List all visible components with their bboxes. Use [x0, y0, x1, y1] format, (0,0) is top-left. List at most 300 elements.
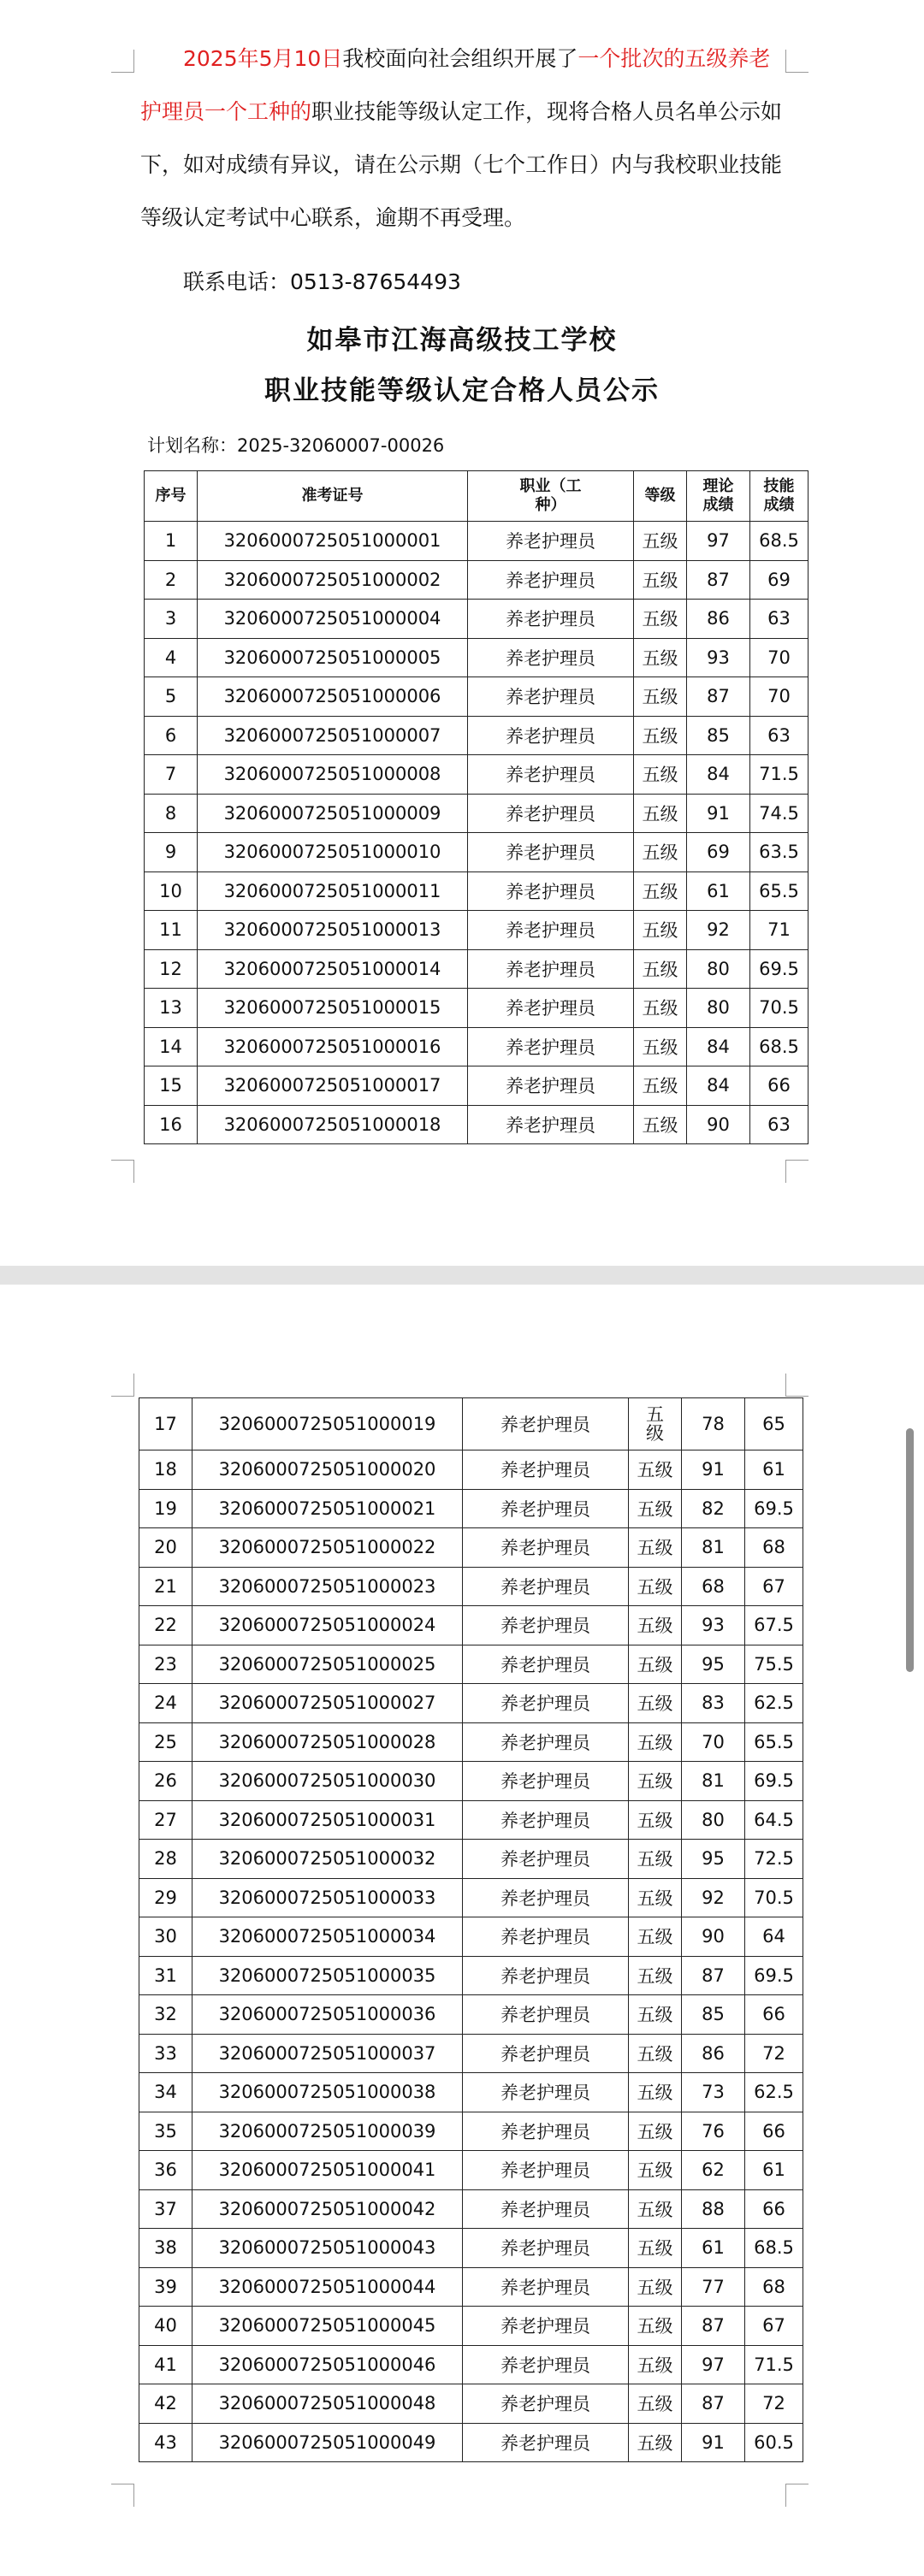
cell-skill-score: 61	[745, 2151, 803, 2190]
cell-exam-id: 3206000725051000021	[192, 1489, 463, 1528]
cell-level: 五级	[634, 1105, 687, 1144]
cell-occupation: 养老护理员	[463, 1645, 629, 1684]
cell-seq: 7	[145, 755, 198, 795]
cell-occupation: 养老护理员	[463, 1528, 629, 1568]
cell-exam-id: 3206000725051000015	[198, 989, 468, 1028]
cell-exam-id: 3206000725051000038	[192, 2073, 463, 2112]
cell-seq: 24	[139, 1684, 192, 1723]
table-row	[139, 1645, 803, 1684]
notice-batch-highlight: 一个批次的五级养老护理员一个工种的	[140, 46, 771, 124]
cell-exam-id: 3206000725051000036	[192, 1995, 463, 2035]
cell-seq: 21	[139, 1567, 192, 1606]
cell-theory-score: 93	[687, 638, 750, 677]
table-row	[145, 560, 808, 600]
cell-theory-score: 80	[687, 949, 750, 989]
cell-seq: 14	[145, 1027, 198, 1066]
table-row	[139, 1606, 803, 1645]
cell-theory-score: 70	[682, 1722, 745, 1762]
cell-seq: 41	[139, 2345, 192, 2384]
cell-exam-id: 3206000725051000028	[192, 1722, 463, 1762]
cell-theory-score: 87	[687, 560, 750, 600]
cell-theory-score: 90	[682, 1917, 745, 1957]
cell-exam-id: 3206000725051000022	[192, 1528, 463, 1568]
cell-theory-score: 81	[682, 1762, 745, 1801]
cell-seq: 15	[145, 1066, 198, 1106]
cell-theory-score: 92	[682, 1878, 745, 1917]
cell-seq: 23	[139, 1645, 192, 1684]
cell-occupation: 养老护理员	[468, 1027, 634, 1066]
cell-skill-score: 62.5	[745, 2073, 803, 2112]
page-corner-mark	[111, 1374, 134, 1397]
cell-occupation: 养老护理员	[468, 949, 634, 989]
cell-seq: 43	[139, 2423, 192, 2462]
cell-skill-score: 72	[745, 2384, 803, 2424]
cell-theory-score: 87	[682, 2384, 745, 2424]
table-row	[145, 755, 808, 795]
cell-level: 五级	[629, 2384, 682, 2424]
table-row	[139, 1722, 803, 1762]
cell-level: 五级	[629, 1800, 682, 1840]
page-corner-mark	[111, 1160, 134, 1183]
cell-seq: 17	[139, 1398, 192, 1450]
cell-occupation: 养老护理员	[468, 794, 634, 833]
cell-theory-score: 68	[682, 1567, 745, 1606]
cell-theory-score: 84	[687, 1027, 750, 1066]
table-row	[139, 2073, 803, 2112]
cell-exam-id: 3206000725051000037	[192, 2034, 463, 2073]
cell-occupation: 养老护理员	[468, 871, 634, 911]
cell-occupation: 养老护理员	[463, 2384, 629, 2424]
cell-exam-id: 3206000725051000008	[198, 755, 468, 795]
cell-level: 五级	[629, 1762, 682, 1801]
table-row	[139, 2423, 803, 2462]
cell-skill-score: 69.5	[745, 1956, 803, 1995]
table-row	[139, 1762, 803, 1801]
page-corner-mark	[785, 2484, 808, 2507]
cell-level: 五级	[629, 1567, 682, 1606]
cell-occupation: 养老护理员	[468, 716, 634, 755]
cell-exam-id: 3206000725051000023	[192, 1567, 463, 1606]
cell-occupation: 养老护理员	[463, 2423, 629, 2462]
cell-exam-id: 3206000725051000019	[192, 1398, 463, 1450]
document-title: 职业技能等级认定合格人员公示	[264, 375, 660, 406]
cell-exam-id: 3206000725051000004	[198, 600, 468, 639]
contact-phone: 联系电话：0513-87654493	[183, 269, 461, 294]
cell-level: 五级	[634, 755, 687, 795]
cell-exam-id: 3206000725051000020	[192, 1450, 463, 1490]
results-table-part-2	[139, 1397, 803, 2462]
cell-occupation: 养老护理员	[463, 1800, 629, 1840]
cell-level: 五级	[634, 677, 687, 717]
cell-exam-id: 3206000725051000027	[192, 1684, 463, 1723]
cell-theory-score: 97	[687, 522, 750, 561]
page-corner-mark	[785, 1374, 808, 1397]
cell-level: 五级	[634, 1066, 687, 1106]
cell-seq: 22	[139, 1606, 192, 1645]
cell-level: 五级	[629, 1840, 682, 1879]
cell-skill-score: 66	[745, 2112, 803, 2151]
cell-occupation: 养老护理员	[463, 1762, 629, 1801]
cell-level: 五级	[629, 1878, 682, 1917]
cell-level: 五级	[634, 794, 687, 833]
cell-skill-score: 66	[745, 2189, 803, 2229]
cell-level: 五级	[629, 1684, 682, 1723]
cell-exam-id: 3206000725051000007	[198, 716, 468, 755]
table-row	[139, 1995, 803, 2035]
cell-theory-score: 88	[682, 2189, 745, 2229]
cell-occupation: 养老护理员	[468, 638, 634, 677]
table-row	[139, 1489, 803, 1528]
cell-level: 五级	[629, 1398, 682, 1450]
cell-occupation: 养老护理员	[468, 677, 634, 717]
cell-seq: 2	[145, 560, 198, 600]
table-row	[145, 871, 808, 911]
cell-occupation: 养老护理员	[463, 2307, 629, 2346]
cell-exam-id: 3206000725051000049	[192, 2423, 463, 2462]
cell-skill-score: 71	[750, 911, 808, 950]
cell-occupation: 养老护理员	[463, 2112, 629, 2151]
cell-occupation: 养老护理员	[463, 1450, 629, 1490]
cell-skill-score: 68	[745, 2267, 803, 2307]
table-row	[139, 1800, 803, 1840]
cell-occupation: 养老护理员	[468, 522, 634, 561]
cell-skill-score: 70	[750, 638, 808, 677]
table-row	[145, 949, 808, 989]
cell-occupation: 养老护理员	[463, 1956, 629, 1995]
cell-theory-score: 80	[687, 989, 750, 1028]
cell-theory-score: 92	[687, 911, 750, 950]
cell-theory-score: 97	[682, 2345, 745, 2384]
header-skill-score: 技能成绩	[750, 471, 808, 522]
cell-seq: 40	[139, 2307, 192, 2346]
cell-seq: 6	[145, 716, 198, 755]
cell-skill-score: 63	[750, 716, 808, 755]
cell-theory-score: 61	[687, 871, 750, 911]
cell-theory-score: 61	[682, 2229, 745, 2268]
cell-theory-score: 62	[682, 2151, 745, 2190]
table-row	[145, 1066, 808, 1106]
cell-occupation: 养老护理员	[468, 1105, 634, 1144]
cell-level: 五级	[629, 2112, 682, 2151]
table-row	[139, 2384, 803, 2424]
cell-skill-score: 71.5	[750, 755, 808, 795]
cell-exam-id: 3206000725051000005	[198, 638, 468, 677]
cell-level: 五级	[629, 2345, 682, 2384]
cell-skill-score: 68.5	[750, 522, 808, 561]
cell-seq: 31	[139, 1956, 192, 1995]
cell-occupation: 养老护理员	[463, 1398, 629, 1450]
table-row	[139, 1840, 803, 1879]
scrollbar-thumb[interactable]	[906, 1428, 914, 1672]
cell-occupation: 养老护理员	[468, 911, 634, 950]
cell-skill-score: 72	[745, 2034, 803, 2073]
cell-level: 五级	[629, 2267, 682, 2307]
cell-level: 五级	[629, 1645, 682, 1684]
cell-seq: 34	[139, 2073, 192, 2112]
cell-skill-score: 67.5	[745, 1606, 803, 1645]
table-row	[139, 1450, 803, 1490]
cell-skill-score: 66	[750, 1066, 808, 1106]
cell-skill-score: 69.5	[750, 949, 808, 989]
cell-level: 五级	[629, 2189, 682, 2229]
page-separator	[0, 1266, 924, 1285]
cell-level: 五级	[629, 1956, 682, 1995]
cell-occupation: 养老护理员	[468, 833, 634, 872]
cell-exam-id: 3206000725051000006	[198, 677, 468, 717]
cell-skill-score: 69.5	[745, 1489, 803, 1528]
cell-theory-score: 82	[682, 1489, 745, 1528]
cell-level: 五级	[634, 716, 687, 755]
header-seq: 序号	[145, 471, 198, 522]
cell-skill-score: 63	[750, 600, 808, 639]
cell-theory-score: 76	[682, 2112, 745, 2151]
cell-skill-score: 68	[745, 1528, 803, 1568]
cell-occupation: 养老护理员	[463, 2073, 629, 2112]
cell-exam-id: 3206000725051000033	[192, 1878, 463, 1917]
cell-theory-score: 95	[682, 1840, 745, 1879]
table-row	[139, 1684, 803, 1723]
cell-exam-id: 3206000725051000031	[192, 1800, 463, 1840]
cell-seq: 9	[145, 833, 198, 872]
plan-name: 计划名称：2025-32060007-00026	[147, 435, 445, 456]
cell-exam-id: 3206000725051000002	[198, 560, 468, 600]
cell-occupation: 养老护理员	[463, 2034, 629, 2073]
cell-level: 五级	[629, 2229, 682, 2268]
cell-skill-score: 65.5	[745, 1722, 803, 1762]
table-row	[145, 833, 808, 872]
cell-exam-id: 3206000725051000048	[192, 2384, 463, 2424]
notice-date: 2025年5月10日	[183, 46, 343, 71]
table-row	[139, 2189, 803, 2229]
cell-level: 五级	[629, 1917, 682, 1957]
cell-exam-id: 3206000725051000010	[198, 833, 468, 872]
cell-occupation: 养老护理员	[463, 2151, 629, 2190]
cell-exam-id: 3206000725051000039	[192, 2112, 463, 2151]
cell-exam-id: 3206000725051000043	[192, 2229, 463, 2268]
cell-occupation: 养老护理员	[468, 560, 634, 600]
cell-exam-id: 3206000725051000032	[192, 1840, 463, 1879]
cell-level: 五级	[629, 1722, 682, 1762]
cell-seq: 4	[145, 638, 198, 677]
cell-level: 五级	[629, 2034, 682, 2073]
cell-theory-score: 87	[682, 2307, 745, 2346]
cell-seq: 25	[139, 1722, 192, 1762]
cell-level: 五级	[634, 949, 687, 989]
cell-level: 五级	[629, 1528, 682, 1568]
cell-level: 五级	[629, 2423, 682, 2462]
cell-exam-id: 3206000725051000024	[192, 1606, 463, 1645]
cell-seq: 5	[145, 677, 198, 717]
cell-seq: 37	[139, 2189, 192, 2229]
cell-level: 五级	[634, 522, 687, 561]
cell-occupation: 养老护理员	[463, 1567, 629, 1606]
cell-seq: 3	[145, 600, 198, 639]
cell-level: 五级	[629, 1995, 682, 2035]
cell-occupation: 养老护理员	[463, 1995, 629, 2035]
cell-occupation: 养老护理员	[468, 989, 634, 1028]
cell-seq: 20	[139, 1528, 192, 1568]
header-theory-score: 理论成绩	[687, 471, 750, 522]
cell-theory-score: 91	[682, 1450, 745, 1490]
cell-occupation: 养老护理员	[468, 600, 634, 639]
cell-theory-score: 87	[687, 677, 750, 717]
cell-exam-id: 3206000725051000016	[198, 1027, 468, 1066]
cell-occupation: 养老护理员	[468, 1066, 634, 1106]
cell-level: 五级	[634, 989, 687, 1028]
cell-exam-id: 3206000725051000001	[198, 522, 468, 561]
table-row	[139, 1956, 803, 1995]
cell-skill-score: 65	[745, 1398, 803, 1450]
table-row	[139, 2345, 803, 2384]
cell-theory-score: 87	[682, 1956, 745, 1995]
document-page-1	[0, 0, 924, 1266]
cell-level: 五级	[629, 1606, 682, 1645]
table-row	[145, 600, 808, 639]
cell-occupation: 养老护理员	[463, 1684, 629, 1723]
cell-theory-score: 91	[682, 2423, 745, 2462]
header-occupation: 职业（工种）	[468, 471, 634, 522]
cell-occupation: 养老护理员	[463, 1917, 629, 1957]
notice-text: 我校面向社会组织开展了	[342, 46, 578, 71]
cell-level: 五级	[629, 1450, 682, 1490]
table-row	[139, 2307, 803, 2346]
cell-exam-id: 3206000725051000011	[198, 871, 468, 911]
cell-seq: 18	[139, 1450, 192, 1490]
cell-seq: 12	[145, 949, 198, 989]
cell-skill-score: 74.5	[750, 794, 808, 833]
cell-level: 五级	[634, 1027, 687, 1066]
cell-occupation: 养老护理员	[463, 2345, 629, 2384]
cell-skill-score: 67	[745, 2307, 803, 2346]
cell-skill-score: 67	[745, 1567, 803, 1606]
cell-skill-score: 70.5	[750, 989, 808, 1028]
cell-skill-score: 63.5	[750, 833, 808, 872]
cell-theory-score: 80	[682, 1800, 745, 1840]
page-corner-mark	[111, 50, 134, 73]
cell-level: 五级	[634, 911, 687, 950]
cell-exam-id: 3206000725051000030	[192, 1762, 463, 1801]
page-corner-mark	[785, 1160, 808, 1183]
cell-level: 五级	[634, 600, 687, 639]
school-title: 如皋市江海高级技工学校	[306, 325, 618, 356]
cell-occupation: 养老护理员	[463, 2267, 629, 2307]
table-row	[145, 911, 808, 950]
table-row	[145, 677, 808, 717]
cell-skill-score: 71.5	[745, 2345, 803, 2384]
table-row	[139, 1878, 803, 1917]
table-row	[139, 1567, 803, 1606]
table-row	[139, 1528, 803, 1568]
cell-skill-score: 68.5	[745, 2229, 803, 2268]
cell-seq: 28	[139, 1840, 192, 1879]
cell-skill-score: 72.5	[745, 1840, 803, 1879]
cell-exam-id: 3206000725051000046	[192, 2345, 463, 2384]
cell-exam-id: 3206000725051000009	[198, 794, 468, 833]
cell-theory-score: 77	[682, 2267, 745, 2307]
table-row	[145, 1027, 808, 1066]
cell-skill-score: 63	[750, 1105, 808, 1144]
cell-seq: 27	[139, 1800, 192, 1840]
cell-skill-score: 75.5	[745, 1645, 803, 1684]
cell-theory-score: 84	[687, 1066, 750, 1106]
cell-theory-score: 78	[682, 1398, 745, 1450]
cell-level: 五级	[634, 871, 687, 911]
cell-skill-score: 61	[745, 1450, 803, 1490]
table-row	[139, 2034, 803, 2073]
results-table-part-1	[144, 470, 808, 1144]
cell-exam-id: 3206000725051000044	[192, 2267, 463, 2307]
cell-occupation: 养老护理员	[463, 1878, 629, 1917]
cell-seq: 38	[139, 2229, 192, 2268]
cell-exam-id: 3206000725051000014	[198, 949, 468, 989]
cell-theory-score: 84	[687, 755, 750, 795]
cell-occupation: 养老护理员	[463, 1606, 629, 1645]
cell-exam-id: 3206000725051000017	[198, 1066, 468, 1106]
page-corner-mark	[111, 2484, 134, 2507]
cell-occupation: 养老护理员	[463, 1489, 629, 1528]
cell-level: 五级	[629, 2073, 682, 2112]
cell-seq: 35	[139, 2112, 192, 2151]
cell-theory-score: 93	[682, 1606, 745, 1645]
cell-exam-id: 3206000725051000013	[198, 911, 468, 950]
table-row	[145, 989, 808, 1028]
cell-level: 五级	[629, 2307, 682, 2346]
cell-theory-score: 95	[682, 1645, 745, 1684]
cell-seq: 10	[145, 871, 198, 911]
cell-exam-id: 3206000725051000045	[192, 2307, 463, 2346]
table-row	[139, 2112, 803, 2151]
cell-seq: 19	[139, 1489, 192, 1528]
cell-occupation: 养老护理员	[463, 1722, 629, 1762]
table-row	[145, 638, 808, 677]
cell-level: 五级	[634, 638, 687, 677]
cell-level: 五级	[629, 1489, 682, 1528]
cell-skill-score: 60.5	[745, 2423, 803, 2462]
cell-seq: 26	[139, 1762, 192, 1801]
cell-seq: 11	[145, 911, 198, 950]
cell-seq: 13	[145, 989, 198, 1028]
table-row	[145, 522, 808, 561]
cell-skill-score: 69.5	[745, 1762, 803, 1801]
cell-occupation: 养老护理员	[463, 2189, 629, 2229]
table-row	[139, 1917, 803, 1957]
cell-exam-id: 3206000725051000041	[192, 2151, 463, 2190]
cell-seq: 1	[145, 522, 198, 561]
cell-seq: 39	[139, 2267, 192, 2307]
cell-seq: 42	[139, 2384, 192, 2424]
cell-occupation: 养老护理员	[463, 1840, 629, 1879]
cell-exam-id: 3206000725051000035	[192, 1956, 463, 1995]
table-row	[145, 716, 808, 755]
cell-exam-id: 3206000725051000034	[192, 1917, 463, 1957]
cell-level: 五级	[634, 833, 687, 872]
cell-theory-score: 91	[687, 794, 750, 833]
cell-skill-score: 64.5	[745, 1800, 803, 1840]
cell-exam-id: 3206000725051000042	[192, 2189, 463, 2229]
cell-theory-score: 86	[687, 600, 750, 639]
cell-theory-score: 86	[682, 2034, 745, 2073]
cell-theory-score: 81	[682, 1528, 745, 1568]
cell-exam-id: 3206000725051000018	[198, 1105, 468, 1144]
cell-theory-score: 90	[687, 1105, 750, 1144]
cell-skill-score: 70	[750, 677, 808, 717]
cell-seq: 8	[145, 794, 198, 833]
table-row	[145, 1105, 808, 1144]
header-exam-id: 准考证号	[198, 471, 468, 522]
cell-skill-score: 65.5	[750, 871, 808, 911]
cell-occupation: 养老护理员	[463, 2229, 629, 2268]
cell-seq: 33	[139, 2034, 192, 2073]
